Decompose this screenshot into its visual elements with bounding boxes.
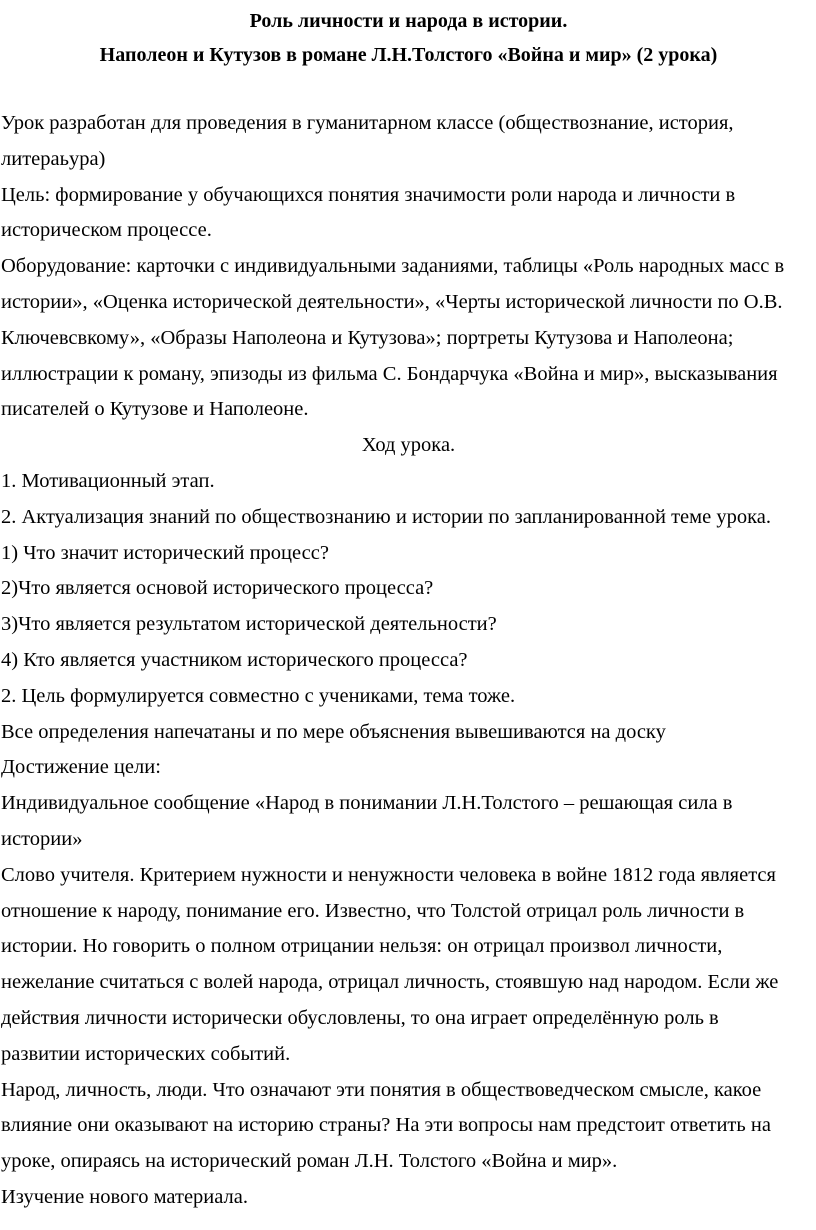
text-line: Слово учителя. Критерием нужности и ненужности человека в войне 1812 года является xyxy=(1,863,776,886)
text-line: развитии исторических событий. xyxy=(1,1042,291,1065)
text-line: Ключевсвкому», «Образы Наполеона и Кутузова»; портреты Кутузова и Наполеона; xyxy=(1,326,734,349)
intro-section xyxy=(0,106,816,428)
text-line: Достижение цели: xyxy=(1,756,161,779)
text-line: 2)Что является основой исторического процесса? xyxy=(1,577,434,600)
text-line: Цель: формирование у обучающихся понятия значимости роли народа и личности в xyxy=(1,183,736,206)
spacer xyxy=(0,72,816,106)
text-line: истории», «Оценка исторической деятельности», «Черты исторической личности по О.В. xyxy=(1,290,783,313)
text-line: Урок разработан для проведения в гуманитарном классе (обществознание, история, xyxy=(1,112,734,134)
text-line: литераьура) xyxy=(1,147,106,170)
text-line: Оборудование: карточки с индивидуальными заданиями, таблицы «Роль народных масс в xyxy=(1,255,785,278)
text-line: Все определения напечатаны и по мере объяснения вывешиваются на доску xyxy=(1,720,666,743)
text-line: Изучение нового материала. xyxy=(1,1185,248,1208)
text-line: истории» xyxy=(1,827,83,850)
text-line: Народ, личность, люди. Что означают эти понятия в обществоведческом смысле, какое xyxy=(1,1078,762,1101)
text-line: 2. Цель формулируется совместно с учениками, тема тоже. xyxy=(1,684,516,707)
text-line: 1. Мотивационный этап. xyxy=(1,469,215,492)
text-line: 1) Что значит исторический процесс? xyxy=(1,541,329,564)
text-line: историческом процессе. xyxy=(1,219,212,242)
text-line: 2. Актуализация знаний по обществознанию и истории по запланированной теме урока. xyxy=(1,505,771,528)
document-subtitle: Наполеон и Кутузов в романе Л.Н.Толстого «Война и мир» (2 урока) xyxy=(99,44,718,66)
text-line: иллюстрации к роману, эпизоды из фильма С. Бондарчука «Война и мир», высказывания xyxy=(1,362,778,385)
section-heading: Ход урока. xyxy=(361,434,456,457)
document-title: Роль личности и народа в истории. xyxy=(249,10,568,32)
text-line: нежелание считаться с волей народа, отрицал личность, стоявшую над народом. Если же xyxy=(1,971,779,994)
text-line: влияние они оказывают на историю страны? На эти вопросы нам предстоит ответить на xyxy=(1,1114,771,1137)
text-line: Индивидуальное сообщение «Народ в понимании Л.Н.Толстого – решающая сила в xyxy=(1,792,733,815)
text-line: действия личности исторически обусловлены, то она играет определённую роль в xyxy=(1,1006,719,1029)
text-line: 4) Кто является участником исторического процесса? xyxy=(1,648,468,671)
lesson-content xyxy=(0,464,816,1216)
text-line: 3)Что является результатом исторической деятельности? xyxy=(1,613,497,636)
text-line: отношение к народу, понимание его. Известно, что Толстой отрицал роль личности в xyxy=(1,899,745,922)
text-line: писателей о Кутузове и Наполеоне. xyxy=(1,398,309,421)
text-line: уроке, опираясь на исторический роман Л.Н. Толстого «Война и мир». xyxy=(1,1150,618,1173)
text-line: истории. Но говорить о полном отрицании нельзя: он отрицал произвол личности, xyxy=(1,935,723,958)
document-page xyxy=(0,4,816,1216)
